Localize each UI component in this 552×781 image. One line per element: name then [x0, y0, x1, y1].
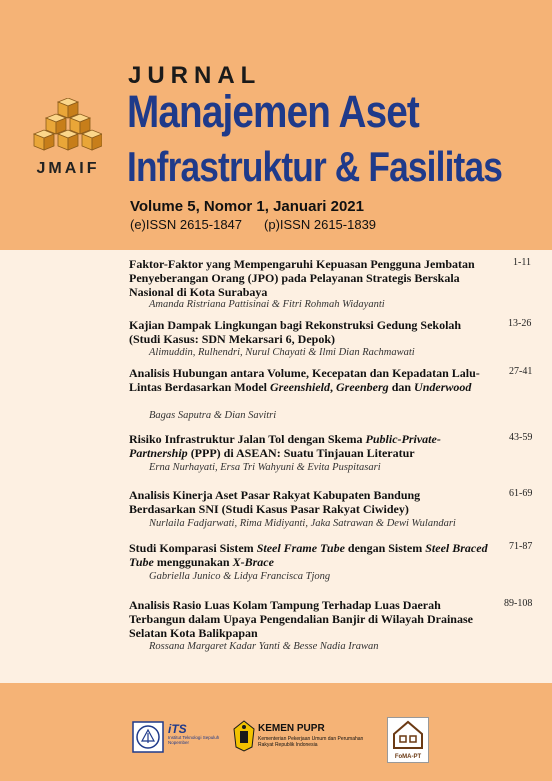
eissn: (e)ISSN 2615-1847: [130, 217, 243, 232]
article-title: [129, 366, 489, 394]
pissn: (p)ISSN 2615-1839: [264, 217, 377, 232]
article-pages: 89-108: [504, 598, 533, 609]
article-authors: Erna Nurhayati, Ersa Tri Wahyuni & Evita Puspitasari: [149, 462, 381, 473]
article-title-text: Studi Komparasi Sistem: [129, 541, 257, 555]
article-pages: 71-87: [509, 541, 533, 552]
article-title-italic: X-Brace: [232, 555, 274, 569]
pupr-emblem-icon: [232, 719, 256, 753]
journal-title-line1: Manajemen Aset: [127, 86, 419, 137]
foma-logo: [387, 717, 429, 763]
article-authors: Alimuddin, Rulhendri, Nurul Chayati & Ilmi Dian Rachmawati: [149, 347, 415, 358]
article-title-text: menggunakan: [153, 555, 233, 569]
pupr-name: KEMEN PUPR: [258, 723, 325, 734]
sponsor-logos: [0, 713, 552, 763]
article-title: [129, 488, 489, 516]
house-icon: [388, 718, 428, 750]
article-authors: Amanda Ristriana Pattisinai & Fitri Rohmah Widayanti: [149, 299, 385, 310]
article-title-text: ,: [330, 380, 337, 394]
article-title-italic: Steel Frame Tube: [256, 541, 345, 555]
article-title-text: Analisis Kinerja Aset Pasar Rakyat Kabupaten Bandung Berdasarkan SNI (Studi Kasus Pasar Rakyat Ciwidey): [129, 488, 421, 516]
its-subtitle: Institut Teknologi Sepuluh Nopember: [168, 735, 220, 745]
article-title-text: Analisis Hubungan antara Volume, Kecepatan dan Kepadatan Lalu-Lintas Berdasarkan Model: [129, 366, 480, 394]
article-title-italic: Public-Private-Partnership: [129, 432, 441, 460]
article-title: [129, 541, 489, 569]
article-title-italic: Greenshield: [270, 380, 331, 394]
article-title-italic: Greenberg: [336, 380, 389, 394]
article-authors: Rossana Margaret Kadar Yanti & Besse Nadia Irawan: [149, 641, 379, 652]
article-title-text: Analisis Rasio Luas Kolam Tampung Terhadap Luas Daerah Terbangun dalam Upaya Pengendalian Banjir di Wilayah Drainase Selatan Kota Balikpapan: [129, 598, 473, 640]
article-title-text: Kajian Dampak Lingkungan bagi Rekonstruksi Gedung Sekolah (Studi Kasus: SDN Mekarsari 6, Depok): [129, 318, 462, 346]
article-authors: Bagas Saputra & Dian Savitri: [149, 410, 277, 421]
article-authors: Nurlaila Fadjarwati, Rima Midiyanti, Jaka Satrawan & Dewi Wulandari: [149, 518, 456, 529]
article-title-text: (PPP) di ASEAN: Suatu Tinjauan Literatur: [187, 446, 415, 460]
article-title: [129, 598, 489, 640]
article-title-text: dan: [388, 380, 415, 394]
article-pages: 13-26: [508, 318, 532, 329]
pupr-subtitle: Kementerian Pekerjaan Umum dan Perumahan Rakyat Republik Indonesia: [258, 736, 364, 748]
its-seal-icon: [132, 721, 164, 753]
journal-kicker: JURNAL: [128, 62, 262, 89]
its-name: iTS: [168, 722, 187, 736]
article-title-italic: Underwood: [414, 380, 472, 394]
article-pages: 61-69: [509, 488, 533, 499]
article-title-text: Faktor-Faktor yang Mempengaruhi Kepuasan Pengguna Jembatan Penyeberangan Orang (JPO) pada Pelayanan Strategis Berskala Nasional di Kota Surabaya: [129, 257, 475, 299]
foma-name: FoMA-PT: [394, 754, 422, 760]
logo-text: JMAIF: [36, 160, 100, 177]
article-pages: 1-11: [513, 257, 531, 268]
article-title-text: dengan Sistem: [344, 541, 426, 555]
journal-title-line2: Infrastruktur & Fasilitas: [127, 143, 503, 190]
article-pages: 27-41: [509, 366, 533, 377]
article-title: [129, 257, 489, 299]
article-pages: 43-59: [509, 432, 533, 443]
article-title-text: Risiko Infrastruktur Jalan Tol dengan Skema: [129, 432, 366, 446]
article-title: [129, 318, 489, 346]
volume-info: Volume 5, Nomor 1, Januari 2021: [130, 198, 364, 215]
article-title-italic: Steel Braced Tube: [129, 541, 488, 569]
cubes-logo-icon: [30, 98, 102, 158]
article-authors: Gabriella Junico & Lidya Francisca Tjong: [149, 571, 331, 582]
issn-info: [130, 217, 376, 232]
article-title: [129, 432, 489, 460]
